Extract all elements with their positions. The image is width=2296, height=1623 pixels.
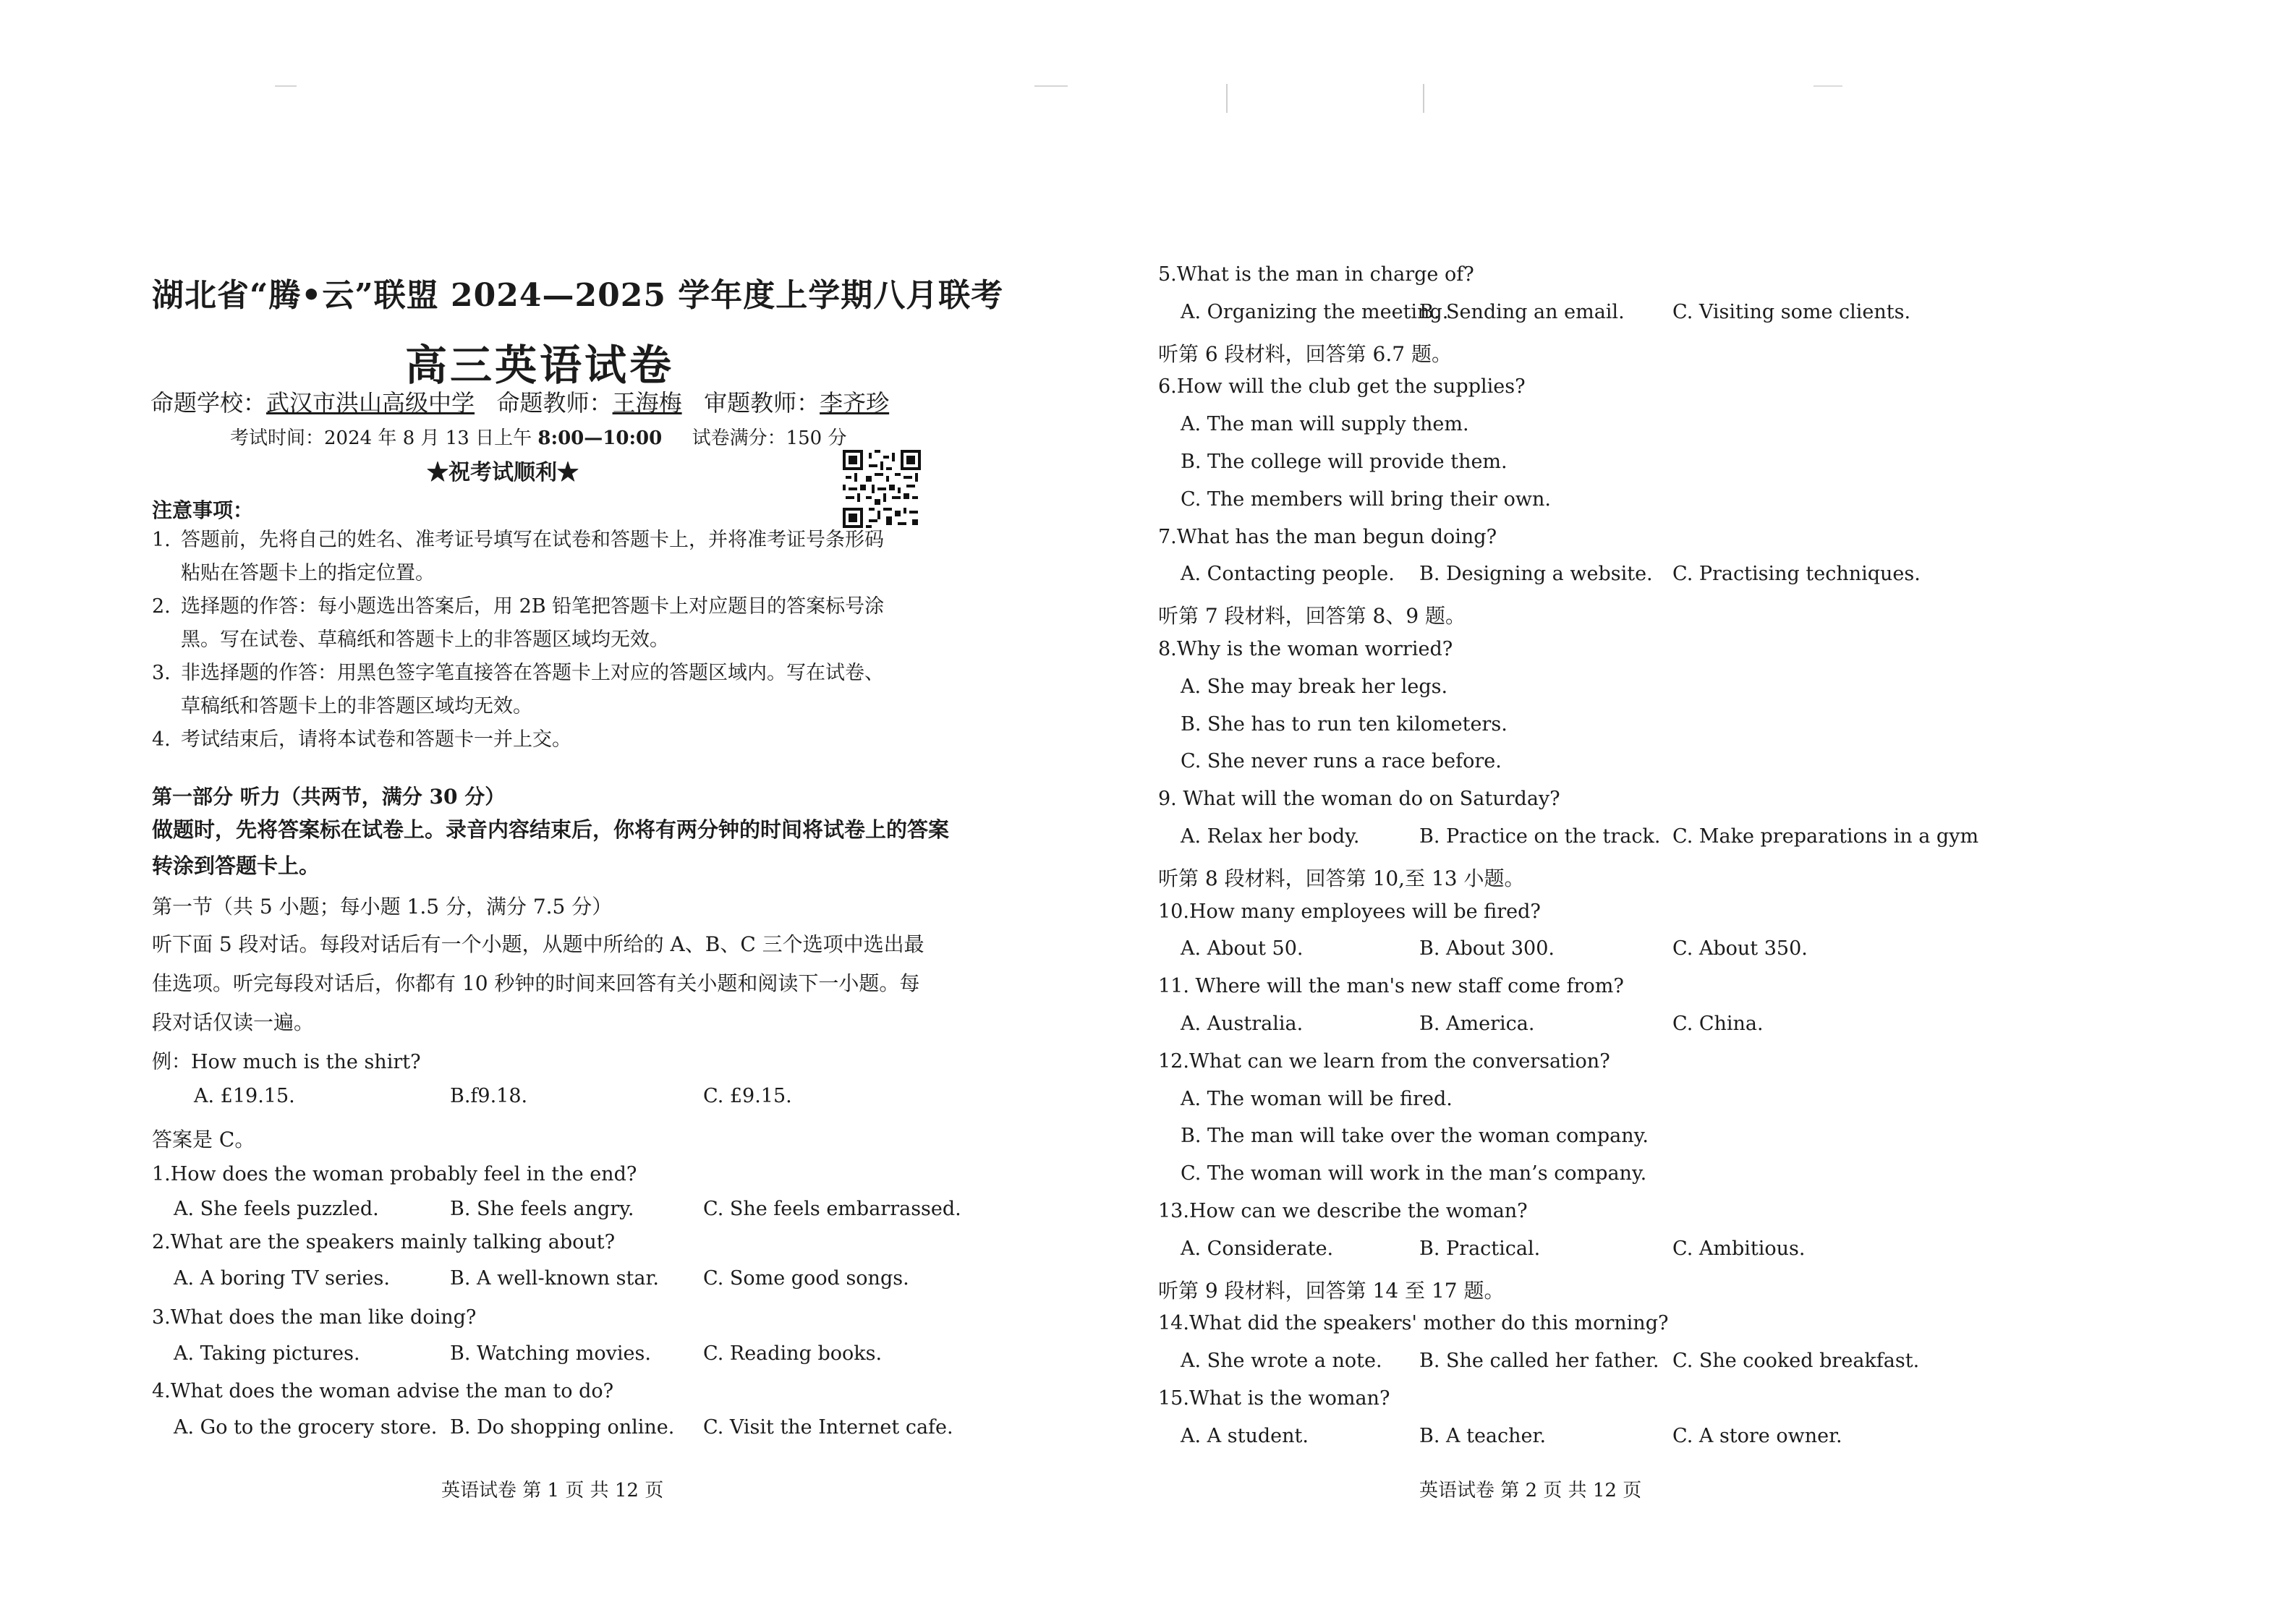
option-b: B. Practical. bbox=[1419, 1238, 1541, 1260]
full-score: 试卷满分：150 分 bbox=[692, 427, 847, 449]
scan-mark bbox=[1814, 85, 1842, 87]
material-instruction: 听第 7 段材料，回答第 8、9 题。 bbox=[1158, 604, 1466, 628]
option-line: C. The woman will work in the man’s company. bbox=[1181, 1162, 1647, 1185]
right-page bbox=[1148, 0, 2296, 1623]
option-line: A. The man will supply them. bbox=[1181, 413, 1469, 435]
q4-option-a: A. Go to the grocery store. bbox=[174, 1416, 438, 1439]
note-item-2: 2. 选择题的作答：每小题选出答案后，用 2B 铅笔把答题卡上对应题目的答案标号涂 黑。写在试卷、草稿纸和答题卡上的非答题区域均无效。 bbox=[152, 595, 885, 651]
option-c: C. She cooked breakfast. bbox=[1672, 1350, 1920, 1372]
option-a: A. Organizing the meeting. bbox=[1181, 301, 1449, 323]
option-line: A. The woman will be fired. bbox=[1181, 1088, 1453, 1110]
option-b: B. About 300. bbox=[1419, 937, 1555, 960]
material-instruction: 听第 6 段材料，回答第 6.7 题。 bbox=[1158, 342, 1452, 366]
option-b: B. Designing a website. bbox=[1419, 563, 1653, 585]
q4-option-c: C. Visit the Internet cafe. bbox=[703, 1416, 953, 1439]
question: 15.What is the woman? bbox=[1158, 1387, 1390, 1410]
school-name: 武汉市洪山高级中学 bbox=[266, 389, 475, 417]
question-2: 2.What are the speakers mainly talking about? bbox=[152, 1231, 616, 1253]
option-c: C. Practising techniques. bbox=[1672, 563, 1921, 585]
option-line: A. She may break her legs. bbox=[1181, 676, 1448, 698]
q1-option-c: C. She feels embarrassed. bbox=[703, 1198, 961, 1220]
option-a: A. Contacting people. bbox=[1181, 563, 1395, 585]
option-b: B. A teacher. bbox=[1419, 1425, 1547, 1447]
option-line: B. She has to run ten kilometers. bbox=[1181, 713, 1508, 736]
good-luck-banner: ★祝考试顺利★ bbox=[427, 460, 579, 485]
notes-title: 注意事项： bbox=[152, 498, 254, 522]
question-4: 4.What does the woman advise the man to do? bbox=[152, 1380, 614, 1402]
note-item-4: 4. 考试结束后，请将本试卷和答题卡一并上交。 bbox=[152, 728, 571, 751]
option-a: A. She wrote a note. bbox=[1181, 1350, 1382, 1372]
section1-title: 第一节（共 5 小题；每小题 1.5 分，满分 7.5 分） bbox=[152, 895, 613, 919]
question: 9. What will the woman do on Saturday? bbox=[1158, 788, 1560, 810]
question: 6.How will the club get the supplies? bbox=[1158, 375, 1526, 398]
option-b: B. America. bbox=[1419, 1013, 1535, 1035]
scan-mark bbox=[1423, 84, 1424, 113]
option-a: A. About 50. bbox=[1181, 937, 1304, 960]
question: 8.Why is the woman worried? bbox=[1158, 638, 1453, 660]
option-c: C. Ambitious. bbox=[1672, 1238, 1806, 1260]
q1-option-a: A. She feels puzzled. bbox=[174, 1198, 379, 1220]
q2-option-c: C. Some good songs. bbox=[703, 1267, 909, 1290]
section1-text-2: 佳选项。听完每段对话后，你都有 10 秒钟的时间来回答有关小题和阅读下一小题。每 bbox=[152, 971, 920, 995]
option-a: A. Australia. bbox=[1181, 1013, 1304, 1035]
option-line: B. The college will provide them. bbox=[1181, 451, 1508, 473]
option-line: B. The man will take over the woman company. bbox=[1181, 1125, 1649, 1147]
qr-code-icon bbox=[843, 450, 921, 528]
section1-text-3: 段对话仅读一遍。 bbox=[152, 1010, 315, 1034]
option-b: B. She called her father. bbox=[1419, 1350, 1659, 1372]
q2-option-b: B. A well-known star. bbox=[450, 1267, 659, 1290]
q1-option-b: B. She feels angry. bbox=[450, 1198, 634, 1220]
option-line: C. The members will bring their own. bbox=[1181, 488, 1551, 511]
section1-text-1: 听下面 5 段对话。每段对话后有一个小题，从题中所给的 A、B、C 三个选项中选出最 bbox=[152, 932, 924, 956]
exam-title: 湖北省“腾•云”联盟 2024—2025 学年度上学期八月联考 bbox=[152, 277, 1004, 314]
question: 13.How can we describe the woman? bbox=[1158, 1200, 1528, 1222]
q2-option-a: A. A boring TV series. bbox=[174, 1267, 390, 1290]
option-c: C. China. bbox=[1672, 1013, 1764, 1035]
scan-mark bbox=[1226, 84, 1228, 113]
option-line: C. She never runs a race before. bbox=[1181, 750, 1502, 772]
example-option-b: B.f9.18. bbox=[450, 1085, 528, 1107]
example-question: 例：How much is the shirt? bbox=[152, 1051, 421, 1073]
material-instruction: 听第 9 段材料，回答第 14 至 17 题。 bbox=[1158, 1279, 1505, 1303]
question-1: 1.How does the woman probably feel in the end? bbox=[152, 1163, 637, 1185]
question: 11. Where will the man's new staff come from? bbox=[1158, 975, 1624, 997]
option-a: A. A student. bbox=[1181, 1425, 1309, 1447]
reviewer-label: 审题教师： bbox=[704, 389, 820, 417]
q3-option-b: B. Watching movies. bbox=[450, 1342, 651, 1365]
question: 14.What did the speakers' mother do this morning? bbox=[1158, 1312, 1669, 1334]
option-c: C. About 350. bbox=[1672, 937, 1808, 960]
q3-option-c: C. Reading books. bbox=[703, 1342, 883, 1365]
example-option-a: A. £19.15. bbox=[194, 1085, 295, 1107]
material-instruction: 听第 8 段材料，回答第 10,至 13 小题。 bbox=[1158, 866, 1525, 890]
part1-instruction-1: 做题时，先将答案标在试卷上。录音内容结束后，你将有两分钟的时间将试卷上的答案 bbox=[152, 817, 950, 842]
part1-instruction-2: 转涂到答题卡上。 bbox=[152, 853, 320, 878]
paper-title: 高三英语试卷 bbox=[405, 341, 675, 390]
part1-title: 第一部分 听力（共两节，满分 30 分） bbox=[152, 785, 506, 809]
question: 10.How many employees will be fired? bbox=[1158, 900, 1541, 923]
scan-mark bbox=[275, 85, 297, 87]
reviewer-name: 李齐珍 bbox=[820, 389, 890, 417]
q4-option-b: B. Do shopping online. bbox=[450, 1416, 675, 1439]
question: 12.What can we learn from the conversation? bbox=[1158, 1050, 1610, 1073]
page-footer-1: 英语试卷 第 1 页 共 12 页 bbox=[441, 1480, 664, 1501]
page-footer-2: 英语试卷 第 2 页 共 12 页 bbox=[1419, 1480, 1642, 1501]
note-item-3: 3. 非选择题的作答：用黑色签字笔直接答在答题卡上对应的答题区域内。写在试卷、 草稿纸和答题卡上的非答题区域均无效。 bbox=[152, 662, 884, 717]
option-c: C. A store owner. bbox=[1672, 1425, 1842, 1447]
q3-option-a: A. Taking pictures. bbox=[174, 1342, 360, 1365]
question: 5.What is the man in charge of? bbox=[1158, 263, 1474, 286]
time-label: 考试时间：2024 年 8 月 13 日上午 bbox=[230, 427, 538, 449]
exam-time bbox=[230, 423, 846, 450]
question-3: 3.What does the man like doing? bbox=[152, 1306, 477, 1329]
setter-name: 王海梅 bbox=[612, 389, 682, 417]
note-item-1: 1. 答题前，先将自己的姓名、准考证号填写在试卷和答题卡上，并将准考证号条形码 粘贴在答题卡上的指定位置。 bbox=[152, 529, 884, 584]
option-b: B. Practice on the track. bbox=[1419, 825, 1661, 848]
option-c: C. Visiting some clients. bbox=[1672, 301, 1911, 323]
example-answer: 答案是 C。 bbox=[152, 1128, 255, 1151]
option-a: A. Considerate. bbox=[1181, 1238, 1334, 1260]
example-option-c: C. £9.15. bbox=[703, 1085, 792, 1107]
school-label: 命题学校： bbox=[150, 389, 267, 417]
setter-label: 命题教师： bbox=[496, 389, 613, 417]
setter-info bbox=[150, 385, 889, 418]
option-c: C. Make preparations in a gym bbox=[1672, 825, 1979, 848]
option-b: B. Sending an email. bbox=[1419, 301, 1625, 323]
option-a: A. Relax her body. bbox=[1181, 825, 1360, 848]
scan-mark bbox=[1034, 85, 1068, 87]
time-value: 8:00—10:00 bbox=[537, 427, 663, 449]
question: 7.What has the man begun doing? bbox=[1158, 526, 1497, 548]
